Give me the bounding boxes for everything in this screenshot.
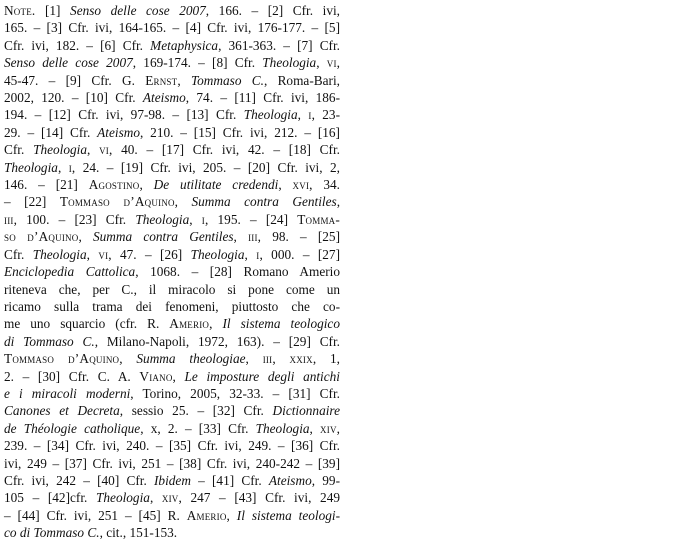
note-text: , Milano-Napoli, 1972, 163). – [29] Cfr. <box>94 333 341 349</box>
small-caps-text: xiv <box>161 490 179 506</box>
note-line <box>4 176 340 193</box>
note-text: , 1, <box>312 351 340 367</box>
note-line <box>4 368 340 385</box>
note-line <box>4 402 340 419</box>
note-text: , 210. – [15] Cfr. ivi, 212. – [16] <box>140 124 340 140</box>
note-line <box>4 263 340 280</box>
note-text: , x, 2. – [33] Cfr. <box>140 420 256 436</box>
note-line <box>4 37 340 54</box>
note-text: , <box>316 55 327 71</box>
italic-text: Theologia <box>4 159 58 175</box>
note-text: 2002, 120. – [10] Cfr. <box>4 90 143 106</box>
note-line <box>4 472 340 489</box>
note-text: , <box>174 194 192 210</box>
italic-text: Theologia <box>190 246 245 262</box>
note-text: 29. – [14] Cfr. <box>4 124 98 140</box>
note-text: Cfr. ivi, 242 – [40] Cfr. <box>4 472 154 488</box>
note-line <box>4 106 340 123</box>
note-line <box>4 211 340 228</box>
small-caps-text: Viano <box>139 368 173 384</box>
small-caps-text: i <box>308 107 312 123</box>
small-caps-text: Agostino <box>88 177 140 193</box>
note-line <box>4 350 340 367</box>
italic-text: de Théologie catholique <box>4 420 141 436</box>
note-text: , <box>57 159 69 175</box>
note-text: , <box>233 229 249 245</box>
note-text: , <box>172 368 185 384</box>
note-text: , <box>278 177 293 193</box>
note-text: Cfr. <box>4 142 34 158</box>
small-caps-text: iii <box>4 211 14 227</box>
italic-text: Theologia <box>262 55 317 71</box>
small-caps-text: iii <box>248 229 258 245</box>
note-text: [1] <box>35 3 71 18</box>
note-text: , <box>336 420 340 436</box>
note-line <box>4 298 340 315</box>
note-line <box>4 19 340 36</box>
note-line <box>4 385 340 402</box>
note-line <box>4 281 340 298</box>
note-text: , 361-363. – [7] Cfr. <box>218 37 341 53</box>
small-caps-text: vi <box>98 246 109 262</box>
note-text: , 98. – [25] <box>257 229 341 245</box>
note-line <box>4 420 340 437</box>
italic-text: di Tommaso C. <box>4 333 95 349</box>
italic-text: Theologia <box>255 420 310 436</box>
italic-text: e i miracoli moderni <box>4 385 131 401</box>
italic-text: Senso delle cose 2007 <box>4 55 133 71</box>
small-caps-text: Tomma- <box>297 211 340 227</box>
note-line <box>4 524 340 541</box>
small-caps-text: vi <box>99 142 110 158</box>
italic-text: Summa contra Gentiles <box>191 194 337 210</box>
italic-text: Tommaso C. <box>190 72 264 88</box>
note-text: 194. – [12] Cfr. ivi, 97-98. – [13] Cfr. <box>4 107 244 123</box>
italic-text: Dictionnaire <box>272 403 340 419</box>
note-text: 146. – [21] <box>4 177 89 193</box>
note-text: , 195. – [24] <box>205 211 298 227</box>
note-text: , 247 – [43] Cfr. ivi, 249 <box>178 490 341 506</box>
note-text: , 000. – [27] <box>259 246 341 262</box>
note-text: , 74. – [11] Cfr. ivi, 186- <box>185 90 340 106</box>
italic-text: Metaphysica <box>150 37 219 53</box>
italic-text: Ateismo <box>268 472 312 488</box>
small-caps-text: i <box>68 159 72 175</box>
note-text: , Torino, 2005, 32-33. – [31] Cfr. <box>130 385 340 401</box>
note-line <box>4 228 340 245</box>
italic-text: Theologia <box>135 211 190 227</box>
note-text: 165. – [3] Cfr. ivi, 164-165. – [4] Cfr. ivi, 176-177. – [5] <box>4 20 340 36</box>
note-text: Cfr. <box>4 246 33 262</box>
note-text: , <box>209 316 223 332</box>
note-text: 239. – [34] Cfr. ivi, 240. – [35] Cfr. ivi, 249. – [36] Cfr. <box>4 438 340 454</box>
note-text: , sessio 25. – [32] Cfr. <box>119 403 273 419</box>
italic-text: Il sistema teologi- <box>236 507 340 523</box>
italic-text: Summa theologiae <box>136 351 246 367</box>
italic-text: Theologia <box>243 107 298 123</box>
note-line <box>4 72 340 89</box>
note-text: , 24. – [19] Cfr. ivi, 205. – [20] Cfr. ivi, 2, <box>71 159 340 175</box>
note-text: Cfr. ivi, 182. – [6] Cfr. <box>4 37 151 53</box>
note-text: , cit., 151-153. <box>99 525 178 541</box>
italic-text: De utilitate credendi <box>153 177 279 193</box>
italic-text: Theologia <box>32 246 87 262</box>
small-caps-text: Note. <box>4 3 36 18</box>
note-text: , 166. – [2] Cfr. ivi, <box>205 3 340 18</box>
note-line <box>4 315 340 332</box>
note-line <box>4 159 340 176</box>
note-text: , 100. – [23] Cfr. <box>13 211 136 227</box>
small-caps-text: Tommaso d’Aquino <box>4 351 120 367</box>
note-text: , <box>86 246 99 262</box>
small-caps-text: Ernst <box>145 72 178 88</box>
note-text: – [44] Cfr. ivi, 251 – [45] R. <box>4 507 187 523</box>
italic-text: Senso delle cose 2007 <box>70 3 206 18</box>
note-text: , <box>245 351 263 367</box>
italic-text: co di Tommaso C. <box>4 525 100 541</box>
note-text: , 1068. – [28] Romano Amerio <box>135 264 340 280</box>
small-caps-text: Tommaso d’Aquino <box>59 194 175 210</box>
italic-text: Ateismo <box>142 90 186 106</box>
note-text: , 99- <box>311 472 340 488</box>
note-text: , <box>336 55 340 71</box>
note-text: ivi, 249 – [37] Cfr. ivi, 251 – [38] Cfr. ivi, 240-242 – [39] <box>4 455 340 471</box>
note-text: , 169-174. – [8] Cfr. <box>132 55 263 71</box>
note-text: – [22] <box>4 194 60 210</box>
note-text: , 40. – [17] Cfr. ivi, 42. – [18] Cfr. <box>109 142 340 158</box>
note-text: me uno squarcio (cfr. R. <box>4 316 170 332</box>
small-caps-text: xxix <box>289 351 313 367</box>
small-caps-text: Amerio <box>169 316 210 332</box>
note-text: ricamo sulla trama dei fenomeni, piuttosto che co- <box>4 298 340 314</box>
italic-text: Ibidem <box>154 472 191 488</box>
small-caps-text: i <box>256 246 260 262</box>
italic-text: Ateismo <box>97 124 140 140</box>
italic-text: Il sistema teologico <box>222 316 340 332</box>
note-line <box>4 2 340 19</box>
note-text: 45-47. – [9] Cfr. G. <box>4 72 146 88</box>
small-caps-text: so d’Aquino <box>4 229 79 245</box>
note-line <box>4 246 340 263</box>
note-text: , <box>177 72 191 88</box>
small-caps-text: iii <box>262 351 273 367</box>
note-line <box>4 89 340 106</box>
note-text: – [41] Cfr. <box>190 472 269 488</box>
italic-text: Theologia <box>33 142 88 158</box>
note-text: , <box>244 246 257 262</box>
small-caps-text: Amerio <box>186 507 227 523</box>
note-line <box>4 489 340 506</box>
italic-text: Canones et Decreta <box>4 403 120 419</box>
note-line <box>4 193 340 210</box>
small-caps-text: vi <box>326 55 337 71</box>
note-text: 2. – [30] Cfr. C. A. <box>4 368 140 384</box>
small-caps-text: xvi <box>292 177 310 193</box>
note-text: , <box>87 142 100 158</box>
note-line <box>4 54 340 71</box>
note-line <box>4 141 340 158</box>
italic-text: Enciclopedia Cattolica <box>4 264 136 280</box>
note-text: 105 – [42]cfr. <box>4 490 96 506</box>
italic-text: Theologia <box>96 490 150 506</box>
small-caps-text: xiv <box>320 420 337 436</box>
note-text: , <box>119 351 137 367</box>
note-text: , 23- <box>311 107 340 123</box>
note-text: , <box>139 177 154 193</box>
note-text: , <box>189 211 202 227</box>
note-text: , 34. <box>309 177 340 193</box>
italic-text: Le imposture degli antichi <box>184 368 340 384</box>
note-text: , <box>336 194 341 210</box>
note-text: , <box>226 507 237 523</box>
note-line <box>4 507 340 524</box>
note-text: , 47. – [26] <box>108 246 191 262</box>
note-text: , Roma-Bari, <box>263 72 340 88</box>
small-caps-text: i <box>201 211 205 227</box>
note-text: , <box>309 420 321 436</box>
note-text: , <box>297 107 309 123</box>
note-line <box>4 437 340 454</box>
footnotes-block <box>4 2 340 542</box>
note-text: , <box>78 229 93 245</box>
note-text: , <box>272 351 290 367</box>
note-line <box>4 124 340 141</box>
note-line <box>4 455 340 472</box>
note-text: , <box>149 490 162 506</box>
italic-text: Summa contra Gentiles <box>92 229 234 245</box>
note-text: riteneva che, per C., il miracolo si pone come un <box>4 281 340 297</box>
note-line <box>4 333 340 350</box>
